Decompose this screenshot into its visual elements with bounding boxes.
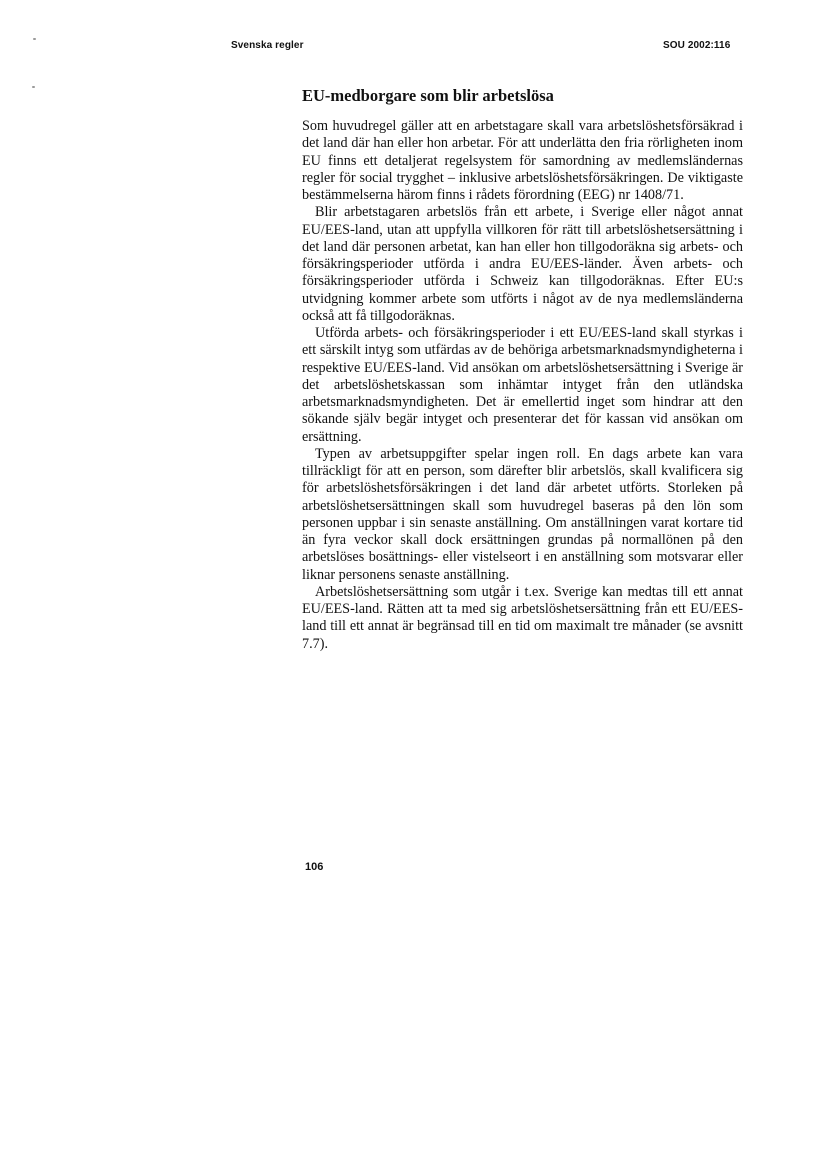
paragraph: Arbetslöshetsersättning som utgår i t.ex. Sverige kan medtas till ett annat EU/EES-land. Rätten att ta med sig arbetslöshetsersättning från ett EU/EES-land till ett annat är begränsad till en tid om maximalt tre månader (se avsnitt 7.7). [302,583,743,652]
scan-speck [33,38,36,40]
section-title: EU-medborgare som blir arbetslösa [302,86,554,105]
page-number: 106 [305,861,324,873]
paragraph: Typen av arbetsuppgifter spelar ingen roll. En dags arbete kan vara tillräckligt för att en person, som därefter blir arbetslös, skall kvalificera sig för arbetslöshetsförsäkringen i det land där arbetet utförts. Storleken på arbetslöshetsersättningen skall som huvudregel baseras på den lön som personen uppbar i sin senaste anställning. Om anställningen varat kortare tid än fyra veckor skall dock ersättningen grundas på normallönen på den arbetslöses bosättnings- eller vistelseort i en anställning som motsvarar eller liknar personens senaste anställning. [302,445,743,583]
body-text [302,118,743,653]
paragraph: Utförda arbets- och försäkringsperioder i ett EU/EES-land skall styrkas i ett särskilt intyg som utfärdas av de behöriga arbetsmarknadsmyndigheterna i respektive EU/EES-land. Vid ansökan om arbetslöshetsersättning i Sverige är det arbetslöshetskassan som inhämtar intyget från den utländska arbetsmarknadsmyndigheten. Det är emellertid inget som hindrar att den sökande själv begär intyget och presenterar det för kassan vid ansökan om ersättning. [302,325,743,445]
running-head-left: Svenska regler [231,40,304,51]
paragraph: Som huvudregel gäller att en arbetstagare skall vara arbetslöshetsförsäkrad i det land där han eller hon arbetar. För att underlätta den fria rörligheten inom EU finns ett detaljerat regelsystem för samordning av medlemsländernas regler för social trygghet – inklusive arbetslöshetsförsäkringen. De viktigaste bestämmelserna härom finns i rådets förordning (EEG) nr 1408/71. [302,118,743,203]
running-head-right: SOU 2002:116 [663,40,731,51]
scan-speck [32,86,35,88]
paragraph: Blir arbetstagaren arbetslös från ett arbete, i Sverige eller något annat EU/EES-land, utan att uppfylla villkoren för rätt till arbetslöshetsersättning i det land där personen arbetat, kan han eller hon tillgodoräkna sig arbets- och försäkringsperioder utförda i andra EU/EES-länder. Även arbets- och försäkringsperioder utförda i Schweiz kan tillgodoräknas. Efter EU:s utvidgning kommer arbete som utförts i något av de nya medlemsländerna också att få tillgodoräknas. [302,204,743,324]
